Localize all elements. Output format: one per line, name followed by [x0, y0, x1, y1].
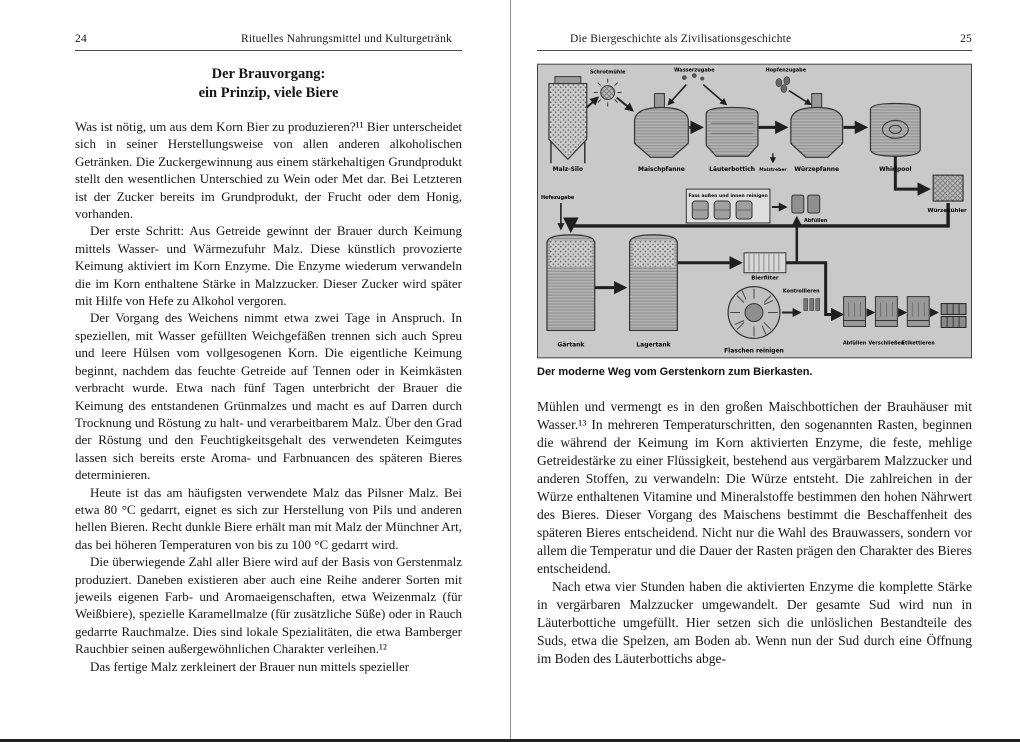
- label-laeuterbottich: Läuterbottich: [709, 166, 756, 174]
- chapter-heading: [75, 65, 462, 102]
- paragraph: Das fertige Malz zerkleinert der Brauer nun mittels spezieller: [90, 658, 410, 674]
- label-malztreber: Malztreber: [759, 168, 787, 174]
- label-gaertank: Gärtank: [557, 341, 585, 349]
- lagertank-shape: [630, 235, 678, 331]
- running-head-title-left: Rituelles Nahrungsmittel und Kulturgetränk: [240, 33, 452, 45]
- running-head-right: [537, 33, 972, 51]
- label-bierfilter: Bierfilter: [751, 275, 779, 282]
- label-whirlpool: Whirlpool: [879, 166, 912, 174]
- label-abfuellen-fass: Abfüllen: [804, 217, 828, 224]
- kontrollieren-bottles-icon: [804, 299, 820, 311]
- bottling-machines-shape: [844, 297, 930, 327]
- laeuterbottich-shape: [706, 107, 758, 156]
- label-malz-silo: Malz-Silo: [552, 166, 584, 174]
- heading-line-1: Der Brauvorgang:: [211, 66, 326, 82]
- paragraph: Heute ist das am häufigsten verwendete Malz das Pilsner Malz. Bei etwa 80 °C gedarrt, eignet es sich zur Herstellung von Pils und anderen hellen Bieren. Recht dunkle Biere erhält man mit Malz der Münchner Art, das bei höheren Temperaturen von bis zu 100 °C gedarrt wird.: [75, 484, 462, 552]
- page-number-left: 24: [75, 33, 87, 45]
- brewing-diagram: [537, 63, 972, 359]
- whirlpool-shape: [870, 103, 920, 156]
- label-maischpfanne: Maischpfanne: [638, 166, 685, 174]
- label-hopfenzugabe: Hopfenzugabe: [765, 67, 807, 74]
- body-text-left: [75, 118, 462, 675]
- bierfilter-shape: [744, 253, 786, 273]
- paragraph: Mühlen und vermengt es in den großen Maischbottichen der Brauhäuser mit Wasser.¹³ In mehreren Temperaturschritten, den sogenannten Rasten, beginnen die während der Keimung im Korn aktivierten Enzyme, die feste, mehlige Getreidestärke zu einer Flüssigkeit, bestehend aus vergärbarem Malzzucker und anderen Stoffen, zu verwandeln: Die Würze entsteht. Die zahlreichen in der Würze enthaltenen Vitamine und Mineralstoffe bestimmen den hohen Nährwert des Bieres. Dieser Vorgang des Maischens bestimmt die Beschaffenheit des späteren Bieres entscheidend. Nicht nur die Wahl des Brauwassers, sondern vor allem die Temperatur und die Dauer der Rasten prägen den Charakter des Bieres entscheidend.: [537, 399, 972, 576]
- figure-caption: Der moderne Weg vom Gerstenkorn zum Bierkasten.: [537, 366, 813, 378]
- label-verschliessen: Verschließen: [868, 340, 905, 347]
- brewing-process-diagram: [537, 63, 972, 359]
- wuerzekuehler-shape: [933, 175, 963, 201]
- running-head-left: [75, 33, 462, 51]
- label-lagertank: Lagertank: [636, 341, 671, 349]
- label-wuerzepfanne: Würzepfanne: [794, 166, 840, 174]
- label-abfuellen: Abfüllen: [842, 340, 867, 347]
- label-wuerzekuehler: Würzekühler: [927, 207, 967, 214]
- paragraph: Der erste Schritt: Aus Getreide gewinnt der Brauer durch Keimung mittels Wasser- und Wärmezufuhr Malz. Diese künstlich provozierte Keimung aktiviert im Korn Enzyme. Die Enzyme wiederum verwandeln die im Korn enthaltene Stärke in Malzzucker. Dieser Zucker wird später mit Hilfe von Hefe zu Alkohol vergoren.: [75, 223, 462, 309]
- label-wasserzugabe: Wasserzugabe: [673, 67, 715, 74]
- running-head-title-right: Die Biergeschichte als Zivilisationsgeschichte: [570, 33, 792, 45]
- body-text-right: [537, 398, 972, 668]
- page-gutter-divider: [510, 0, 511, 742]
- label-schrotmuehle: Schrotmühle: [589, 69, 626, 76]
- gaertank-shape: [547, 235, 595, 331]
- label-kontrollieren: Kontrollieren: [782, 288, 820, 295]
- page-number-right: 25: [960, 33, 972, 45]
- label-hefezugabe: Hefezugabe: [540, 195, 575, 202]
- label-etikettieren: Etikettieren: [901, 340, 935, 347]
- paragraph: Nach etwa vier Stunden haben die aktivierten Enzyme die komplette Stärke in vergärbaren Malzzucker umgewandelt. Der gesamte Sud wird nun in Läuterbottiche umgefüllt. Hier setzen sich die unlöslichen Bestandteile des Suds, etwa die Spelzen, am Boden ab. Wenn nun der Sud durch eine Öffnung im Boden des Läuterbottichs abge-: [537, 579, 972, 666]
- paragraph: Was ist nötig, um aus dem Korn Bier zu produzieren?¹¹ Bier unterscheidet sich in seiner Herstellungsweise von allen anderen alkoholischen Getränken. Die Zuckergewinnung aus einem stärkehaltigen Grundprodukt stellt den wesentlichen Unterschied zu Wein oder Met dar. Bei Letzteren ist der Zucker bereits im Grundprodukt, der Frucht oder dem Honig, vorhanden.: [75, 119, 462, 222]
- paragraph: Der Vorgang des Weichens nimmt etwa zwei Tage in Anspruch. In speziellen, mit Wasser gefüllten Weichgefäßen trennen sich auch Spreu und leere Hülsen vom vollgesogenen Korn. Die eigentliche Keimung beginnt, nachdem das feuchte Getreide auf Tennen oder in Keimkästen verbracht wurde. Etwa nach fünf Tagen unterbricht der Brauer die Keimung des entstandenen Grünmalzes und macht es auf Darren durch Trocknung und Röstung zu halt- und verarbeitbarem Malz. Über den Grad der Röstung und den Feuchtigkeitsgehalt des verwendeten Keimgutes lassen sich bereits erste Aroma- und Farbnuancen des späteren Bieres determinieren.: [75, 310, 462, 483]
- page-25: [510, 0, 1020, 742]
- brewing-diagram-figure: [537, 63, 972, 378]
- heading-line-2: ein Prinzip, viele Biere: [198, 84, 339, 101]
- label-fass-reinigen: Fass außen und innen reinigen: [688, 194, 768, 200]
- label-flaschen-reinigen: Flaschen reinigen: [724, 347, 784, 355]
- paragraph: Die überwiegende Zahl aller Biere wird auf der Basis von Gerstenmalz produziert. Daneben existieren aber auch eine Reihe anderer Sorten mit jeweils eigenen Farb- und Aromaeigenschaften, etwa Weizenmalz (für Weißbiere), spezielle Karamellmalze (für zusätzliche Süße) oder in Rauch gedarrte Rauchmalze. Dies sind lokale Spezialitäten, die etwa Bamberger Rauchbier seinen außergewöhnlichen Charakter verleihen.¹²: [75, 554, 462, 657]
- flaschen-reinigen-shape: [728, 287, 780, 339]
